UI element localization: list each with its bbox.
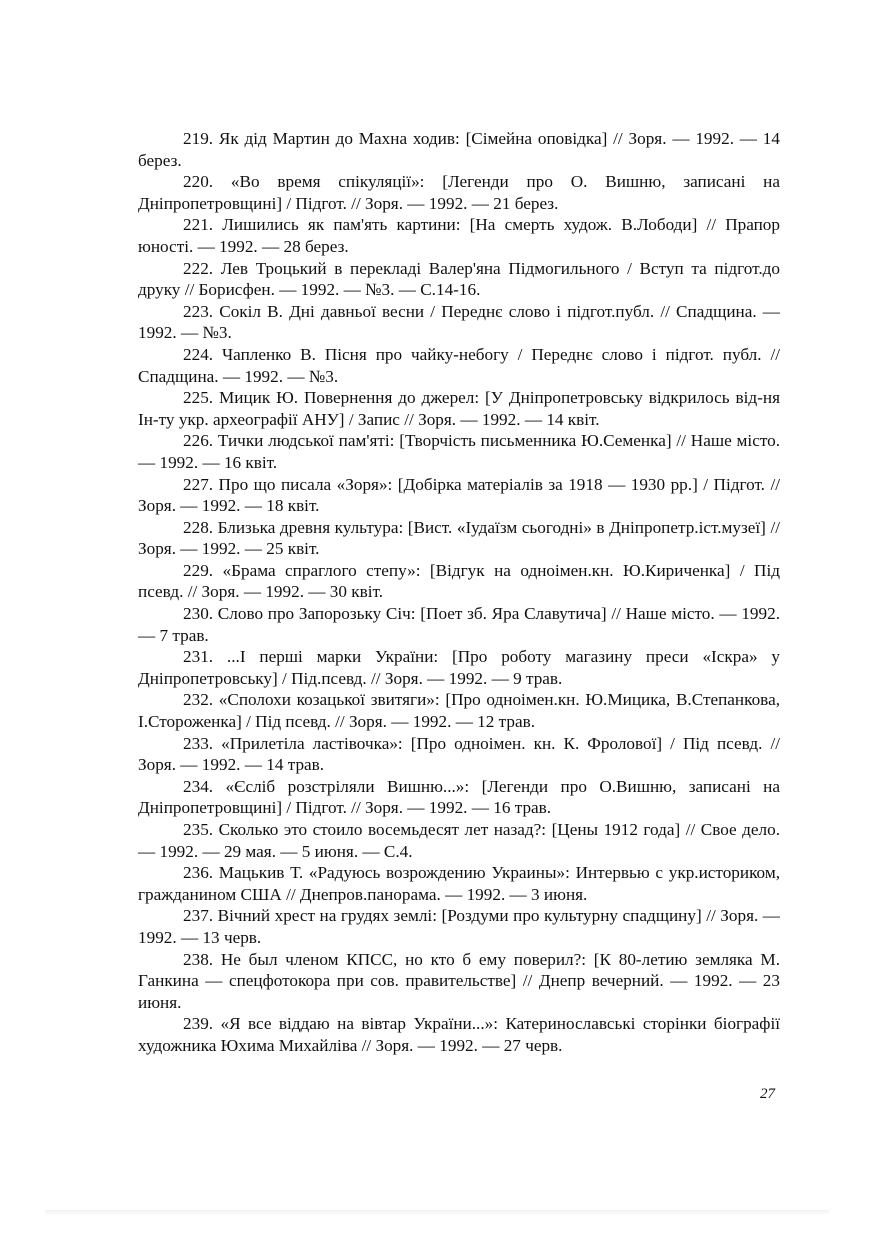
bibliography-entry-222: 222. Лев Троцький в перекладі Валер'яна Підмогильного / Вступ та підгот.до друку // Борисфен. — 1992. — №3. — С.14-16. [138, 258, 780, 300]
bibliography-entry-239: 239. «Я все віддаю на вівтар України...»: Катеринославські сторінки біографії художника Юхима Михайліва // Зоря. — 1992. — 27 черв. [138, 1014, 780, 1055]
page-bottom-edge [45, 1210, 829, 1214]
bibliography-entry-220: 220. «Во время спікуляції»: [Легенди про О. Вишню, записані на Дніпропетровщині] / Підгот. // Зоря. — 1992. — 21 берез. [138, 172, 780, 213]
bibliography-entry-233: 233. «Прилетіла ластівочка»: [Про одноімен. кн. К. Фролової] / Під псевд. // Зоря. — 1992. — 14 трав. [138, 733, 780, 775]
bibliography-entry-226: 226. Тички людської пам'яті: [Творчість письменника Ю.Семенка] // Наше місто. — 1992. — 16 квіт. [138, 431, 780, 472]
bibliography-entry-228: 228. Близька древня культура: [Вист. «Іудаїзм сьогодні» в Дніпропетр.іст.музеї] // Зоря. — 1992. — 25 квіт. [138, 517, 780, 559]
bibliography-entry-225: 225. Мицик Ю. Повернення до джерел: [У Дніпропетровську відкрилось від-ня Ін-ту укр. археографії АНУ] / Запис // Зоря. — 1992. — 14 квіт. [138, 388, 780, 429]
bibliography-entry-237: 237. Вічний хрест на грудях землі: [Роздуми про культурну спадщину] // Зоря. — 1992. — 13 черв. [138, 906, 780, 947]
bibliography-entry-231: 231. ...І перші марки України: [Про роботу магазину преси «Іскра» у Дніпропетровську] / Під.псевд. // Зоря. — 1992. — 9 трав. [138, 647, 780, 688]
bibliography-entry-234: 234. «Єсліб розстріляли Вишню...»: [Легенди про О.Вишню, записані на Дніпропетровщині] / Підгот. // Зоря. — 1992. — 16 трав. [138, 776, 780, 818]
bibliography-entry-221: 221. Лишились як пам'ять картини: [На смерть худож. В.Лободи] // Прапор юності. — 1992. — 28 берез. [138, 215, 780, 256]
bibliography-entry-227: 227. Про що писала «Зоря»: [Добірка матеріалів за 1918 — 1930 рр.] / Підгот. // Зоря. — 1992. — 18 квіт. [138, 474, 780, 516]
bibliography-entry-236: 236. Мацькив Т. «Радуюсь возрождению Украины»: Интервью с укр.историком, гражданином США // Днепров.панорама. — 1992. — 3 июня. [138, 863, 780, 904]
page-number: 27 [760, 1086, 775, 1102]
bibliography-entry-235: 235. Сколько это стоило восемьдесят лет назад?: [Цены 1912 года] // Свое дело. — 1992. — 29 мая. — 5 июня. — С.4. [138, 820, 780, 861]
bibliography-entry-229: 229. «Брама спраглого степу»: [Відгук на одноімен.кн. Ю.Кириченка] / Під псевд. // Зоря. — 1992. — 30 квіт. [138, 560, 780, 602]
bibliography-entry-223: 223. Сокіл В. Дні давньої весни / Переднє слово і підгот.публ. // Спадщина. — 1992. — №3. [138, 301, 780, 343]
document-page [138, 128, 780, 1057]
bibliography-entry-219: 219. Як дід Мартин до Махна ходив: [Сімейна оповідка] // Зоря. — 1992. — 14 берез. [138, 129, 780, 170]
bibliography-entry-230: 230. Слово про Запорозьку Січ: [Поет зб. Яра Славутича] // Наше місто. — 1992. — 7 трав. [138, 604, 780, 645]
bibliography-entry-224: 224. Чапленко В. Пісня про чайку-небогу / Переднє слово і підгот. публ. // Спадщина. — 1992. — №3. [138, 344, 780, 386]
bibliography-entry-232: 232. «Сполохи козацької звитяги»: [Про одноімен.кн. Ю.Мицика, В.Степанкова, І.Стороженка] / Під псевд. // Зоря. — 1992. — 12 трав. [138, 690, 780, 732]
bibliography-entry-238: 238. Не был членом КПСС, но кто б ему поверил?: [К 80-летию земляка М. Ганкина — спецфотокора при сов. правительстве] // Днепр вечерний. — 1992. — 23 июня. [138, 949, 780, 1012]
